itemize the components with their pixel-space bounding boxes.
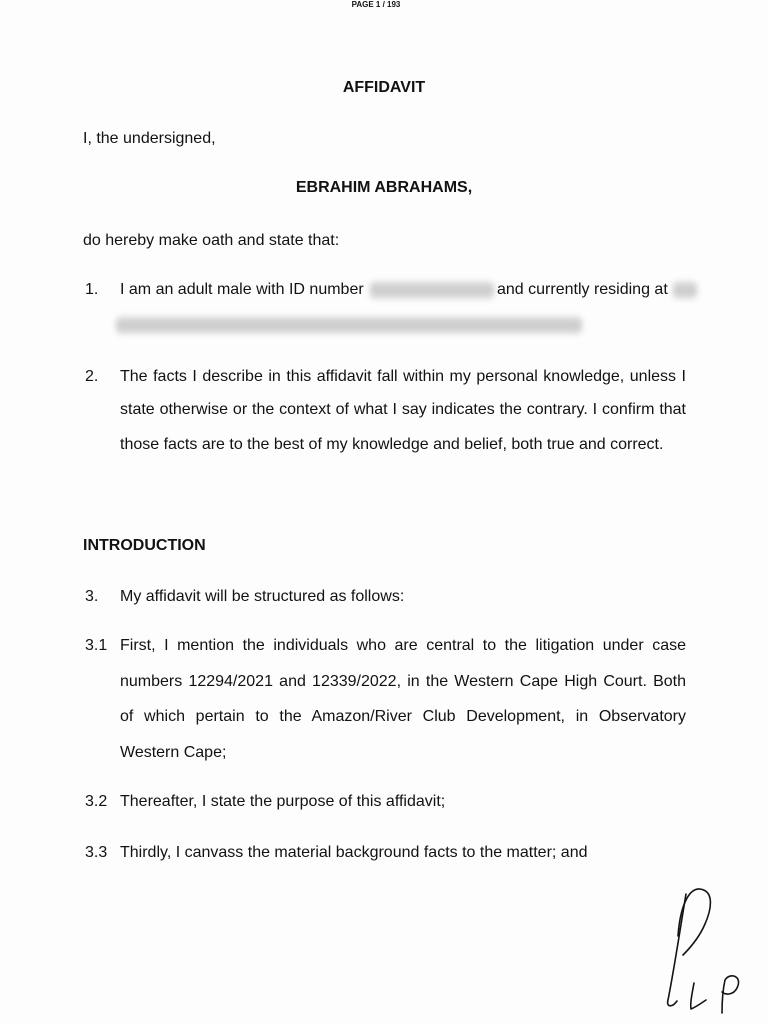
signature-bowl-stroke <box>678 889 710 955</box>
paragraph-line: those facts are to the best of my knowledge and belief, both true and correct. <box>120 436 664 453</box>
redacted-id-number <box>370 281 494 299</box>
section-heading-introduction: INTRODUCTION <box>83 537 206 554</box>
redacted-address-start <box>673 281 697 299</box>
paragraph-number: 3.3 <box>85 844 108 861</box>
paragraph-line: numbers 12294/2021 and 12339/2022, in the Western Cape High Court. Both <box>120 673 686 690</box>
paragraph-line: state otherwise or the context of what I say indicates the contrary. I confirm that <box>120 401 686 418</box>
deponent-name: EBRAHIM ABRAHAMS, <box>295 179 473 196</box>
initial-p-stroke <box>722 976 739 1013</box>
paragraph-line: First, I mention the individuals who are central to the litigation under case <box>120 637 686 654</box>
oath-statement: do hereby make oath and state that: <box>83 232 340 249</box>
paragraph-line: Western Cape; <box>120 744 227 761</box>
paragraph-number: 3.1 <box>85 637 108 654</box>
paragraph-line: Thirdly, I canvass the material background facts to the matter; and <box>120 844 588 861</box>
paragraph-number: 3.2 <box>85 793 108 810</box>
paragraph-line: Thereafter, I state the purpose of this affidavit; <box>120 793 446 810</box>
initial-l-stroke <box>691 983 706 1009</box>
document-title: AFFIDAVIT <box>342 79 426 96</box>
paragraph-number: 1. <box>85 281 99 298</box>
page-number-header: PAGE 1 / 193 <box>351 0 401 9</box>
paragraph-1-text-after-id: and currently residing at <box>497 281 668 298</box>
paragraph-line: My affidavit will be structured as follows: <box>120 588 405 605</box>
handwritten-signature-icon <box>650 870 760 1020</box>
paragraph-number: 2. <box>85 368 99 385</box>
signature-stem-stroke <box>668 894 686 1006</box>
paragraph-line: of which pertain to the Amazon/River Club Development, in Observatory <box>120 708 686 725</box>
paragraph-number: 3. <box>85 588 99 605</box>
opening-line: I, the undersigned, <box>83 130 216 147</box>
redacted-address-line <box>116 316 582 334</box>
paragraph-line: The facts I describe in this affidavit fall within my personal knowledge, unless I <box>120 368 686 385</box>
paragraph-1-text-before-id: I am an adult male with ID number <box>120 281 364 298</box>
